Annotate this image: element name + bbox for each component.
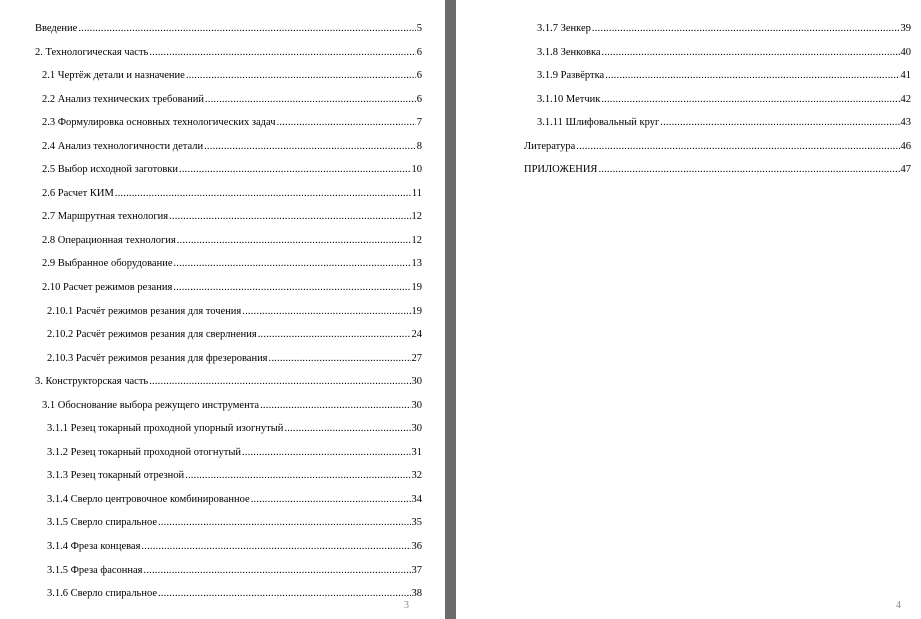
toc-entry-title: 3.1.5 Фреза фасонная — [47, 564, 143, 576]
toc-entry[interactable] — [35, 93, 422, 117]
toc-entry-title: 2.10.2 Расчёт режимов резания для сверлнения — [47, 329, 257, 341]
toc-entry-page: 27 — [411, 352, 422, 364]
dot-leader — [179, 163, 410, 177]
toc-entry-title: 3.1.4 Сверло центровочное комбинированное — [47, 493, 250, 505]
toc-entry-page: 38 — [411, 588, 422, 600]
toc-entry-page: 19 — [411, 282, 422, 294]
toc-entry[interactable] — [524, 22, 911, 46]
dot-leader — [173, 257, 410, 271]
page-number: 3 — [404, 600, 409, 611]
page-gap — [445, 0, 456, 619]
toc-entry-title: 2.5 Выбор исходной заготовки — [42, 164, 179, 176]
toc-entry[interactable] — [35, 422, 422, 446]
toc-entry-title: 3.1.10 Метчик — [537, 93, 601, 105]
toc-entry[interactable] — [35, 22, 422, 46]
document-page-4 — [456, 0, 921, 619]
dot-leader — [158, 516, 411, 530]
toc-entry[interactable] — [35, 281, 422, 305]
toc-entry-title: Введение — [35, 23, 78, 34]
toc-entry[interactable] — [35, 46, 422, 70]
dot-leader — [260, 399, 410, 413]
toc-entry-page: 37 — [411, 564, 422, 576]
toc-entry[interactable] — [35, 516, 422, 540]
page-number: 4 — [896, 600, 901, 611]
toc-entry[interactable] — [35, 328, 422, 352]
toc-entry-title: Литература — [524, 140, 576, 152]
dot-leader — [598, 163, 899, 177]
toc-entry[interactable] — [524, 69, 911, 93]
dot-leader — [205, 93, 416, 107]
toc-entry-title: 3.1.6 Сверло спиральное — [47, 588, 157, 600]
dot-leader — [149, 375, 410, 389]
dot-leader — [258, 328, 411, 342]
toc-entry[interactable] — [35, 257, 422, 281]
dot-leader — [592, 22, 900, 36]
toc-entry[interactable] — [35, 210, 422, 234]
toc-entry[interactable] — [524, 116, 911, 140]
toc-entry[interactable] — [35, 493, 422, 517]
dot-leader — [576, 140, 899, 154]
dot-leader — [169, 210, 410, 224]
toc-entry-title: 3.1.2 Резец токарный проходной отогнутый — [47, 446, 241, 458]
toc-entry-page: 46 — [900, 140, 911, 152]
toc-entry-page: 34 — [411, 493, 422, 505]
toc-entry-title: 2.9 Выбранное оборудование — [42, 258, 173, 270]
toc-entry-title: 3.1.3 Резец токарный отрезной — [47, 470, 185, 482]
toc-entry-page: 5 — [416, 23, 422, 34]
dot-leader — [204, 140, 416, 154]
toc-entry-title: 3.1.1 Резец токарный проходной упорный изогнутый — [47, 423, 284, 435]
dot-leader — [251, 493, 411, 507]
dot-leader — [149, 46, 415, 60]
toc-entry[interactable] — [35, 163, 422, 187]
toc-entry-title: ПРИЛОЖЕНИЯ — [524, 164, 598, 176]
toc-entry-page: 30 — [411, 399, 422, 411]
toc-entry-title: 2.6 Расчет КИМ — [42, 187, 114, 199]
dot-leader — [177, 234, 411, 248]
toc-entry-page: 12 — [411, 211, 422, 223]
dot-leader — [602, 46, 900, 60]
toc-entry[interactable] — [35, 446, 422, 470]
toc-entry-page: 42 — [900, 93, 911, 105]
toc-entry-page: 11 — [411, 187, 422, 199]
table-of-contents — [524, 22, 911, 187]
toc-entry-page: 6 — [416, 46, 422, 58]
toc-entry-page: 41 — [900, 70, 911, 82]
dot-leader — [242, 305, 410, 319]
toc-entry[interactable] — [35, 564, 422, 588]
toc-entry[interactable] — [524, 140, 911, 164]
toc-entry-page: 24 — [411, 329, 422, 341]
toc-entry[interactable] — [35, 587, 422, 611]
toc-entry-title: 2.8 Операционная технология — [42, 234, 176, 246]
dot-leader — [660, 116, 899, 130]
table-of-contents — [35, 22, 422, 611]
toc-entry[interactable] — [35, 187, 422, 211]
toc-entry-title: 2.10 Расчет режимов резания — [42, 282, 173, 294]
toc-entry-page: 31 — [411, 446, 422, 458]
toc-entry-title: 3.1.8 Зенковка — [537, 46, 601, 58]
toc-entry[interactable] — [35, 69, 422, 93]
toc-entry-page: 8 — [416, 140, 422, 152]
toc-entry-title: 2. Технологическая часть — [35, 46, 149, 58]
toc-entry-page: 30 — [411, 423, 422, 435]
document-page-3 — [0, 0, 445, 619]
toc-entry-page: 43 — [900, 117, 911, 129]
toc-entry-title: 2.10.1 Расчёт режимов резания для точения — [47, 305, 242, 317]
dot-leader — [186, 69, 416, 83]
toc-entry[interactable] — [35, 540, 422, 564]
toc-entry[interactable] — [35, 469, 422, 493]
dot-leader — [173, 281, 410, 295]
toc-entry-page: 10 — [411, 164, 422, 176]
dot-leader — [601, 93, 899, 107]
toc-entry-page: 47 — [900, 164, 911, 176]
toc-entry-title: 3.1.4 Фреза концевая — [47, 541, 141, 553]
dot-leader — [185, 469, 410, 483]
toc-entry-page: 7 — [416, 117, 422, 129]
dot-leader — [242, 446, 411, 460]
toc-entry-page: 12 — [411, 234, 422, 246]
toc-entry-title: 3.1.11 Шлифовальный круг — [537, 117, 660, 129]
toc-entry-title: 2.10.3 Расчёт режимов резания для фрезерования — [47, 352, 268, 364]
toc-entry-page: 19 — [411, 305, 422, 317]
toc-entry-page: 40 — [900, 46, 911, 58]
toc-entry-page: 6 — [416, 93, 422, 105]
toc-entry-title: 2.3 Формулировка основных технологических задач — [42, 117, 276, 129]
dot-leader — [284, 422, 410, 436]
toc-entry[interactable] — [35, 399, 422, 423]
toc-entry-title: 3.1.9 Развёртка — [537, 70, 605, 82]
dot-leader — [115, 187, 411, 201]
toc-entry[interactable] — [35, 234, 422, 258]
toc-entry-title: 3.1.7 Зенкер — [537, 23, 591, 34]
dot-leader — [277, 116, 416, 130]
toc-entry[interactable] — [524, 46, 911, 70]
toc-entry-page: 30 — [411, 376, 422, 388]
toc-entry[interactable] — [524, 93, 911, 117]
toc-entry-page: 39 — [900, 23, 911, 34]
toc-entry-title: 3.1.5 Сверло спиральное — [47, 517, 157, 529]
toc-entry[interactable] — [35, 305, 422, 329]
toc-entry-title: 3.1 Обоснование выбора режущего инструмента — [42, 399, 260, 411]
dot-leader — [144, 564, 411, 578]
toc-entry[interactable] — [35, 352, 422, 376]
toc-entry[interactable] — [524, 163, 911, 187]
dot-leader — [269, 352, 411, 366]
toc-entry-title: 2.1 Чертёж детали и назначение — [42, 70, 185, 82]
toc-entry-page: 36 — [411, 541, 422, 553]
toc-entry-title: 2.7 Маршрутная технология — [42, 211, 169, 223]
dot-leader — [158, 587, 411, 601]
toc-entry-title: 3. Конструкторская часть — [35, 376, 149, 388]
dot-leader — [78, 22, 415, 36]
toc-entry[interactable] — [35, 116, 422, 140]
toc-entry-title: 2.4 Анализ технологичности детали — [42, 140, 204, 152]
dot-leader — [141, 540, 410, 554]
toc-entry[interactable] — [35, 140, 422, 164]
toc-entry-page: 6 — [416, 70, 422, 82]
toc-entry-page: 32 — [411, 470, 422, 482]
toc-entry-page: 13 — [411, 258, 422, 270]
dot-leader — [605, 69, 899, 83]
toc-entry-title: 2.2 Анализ технических требований — [42, 93, 204, 105]
toc-entry-page: 35 — [411, 517, 422, 529]
toc-entry[interactable] — [35, 375, 422, 399]
